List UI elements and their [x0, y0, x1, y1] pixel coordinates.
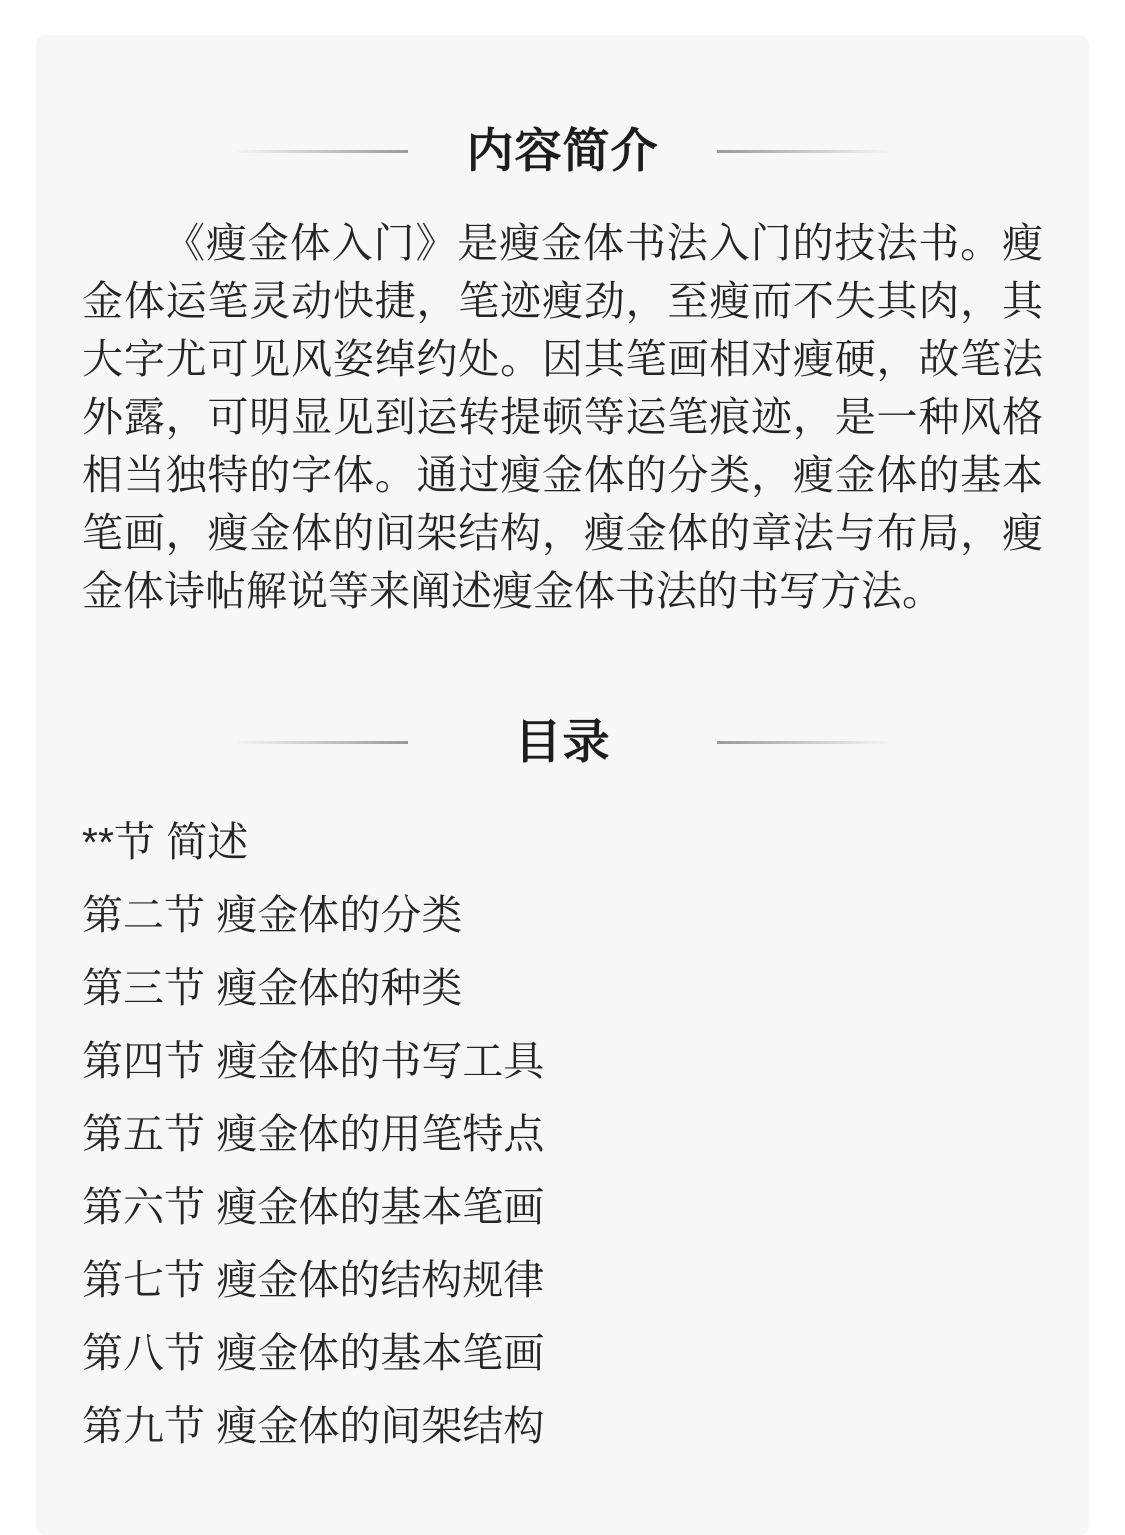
intro-line: 外露，可明显见到运转提顿等运笔痕迹，是一种风格	[82, 394, 1043, 440]
toc-item: 第三节 瘦金体的种类	[82, 965, 463, 1011]
toc-item: 第八节 瘦金体的基本笔画	[82, 1330, 545, 1376]
divider-line-right	[717, 741, 888, 744]
toc-title: 目录	[514, 715, 611, 768]
intro-line: 笔画，瘦金体的间架结构，瘦金体的章法与布局，瘦	[82, 510, 1043, 556]
divider-line-left	[237, 150, 408, 153]
toc-item: 第七节 瘦金体的结构规律	[82, 1257, 545, 1303]
toc-section-header	[82, 715, 1043, 768]
intro-line: 金体诗帖解说等来阐述瘦金体书法的书写方法。	[82, 568, 943, 614]
intro-paragraph	[82, 214, 1043, 620]
toc-item: 第六节 瘦金体的基本笔画	[82, 1184, 545, 1230]
toc-item: **节 简述	[82, 819, 249, 865]
intro-section-header	[82, 124, 1043, 177]
description-card	[36, 35, 1089, 1535]
intro-line: 大字尤可见风姿绰约处。因其笔画相对瘦硬，故笔法	[82, 336, 1043, 382]
toc-item: 第二节 瘦金体的分类	[82, 892, 463, 938]
divider-line-right	[717, 150, 888, 153]
divider-line-left	[237, 741, 408, 744]
toc-item: 第五节 瘦金体的用笔特点	[82, 1111, 545, 1157]
intro-line: 相当独特的字体。通过瘦金体的分类，瘦金体的基本	[82, 452, 1043, 498]
toc-item: 第九节 瘦金体的间架结构	[82, 1403, 545, 1449]
toc-list	[82, 806, 1043, 1463]
intro-title: 内容简介	[466, 124, 659, 177]
toc-item: 第四节 瘦金体的书写工具	[82, 1038, 545, 1084]
intro-line: 金体运笔灵动快捷，笔迹瘦劲，至瘦而不失其肉，其	[82, 278, 1043, 324]
intro-line: 《瘦金体入门》是瘦金体书法入门的技法书。瘦	[164, 220, 1043, 266]
